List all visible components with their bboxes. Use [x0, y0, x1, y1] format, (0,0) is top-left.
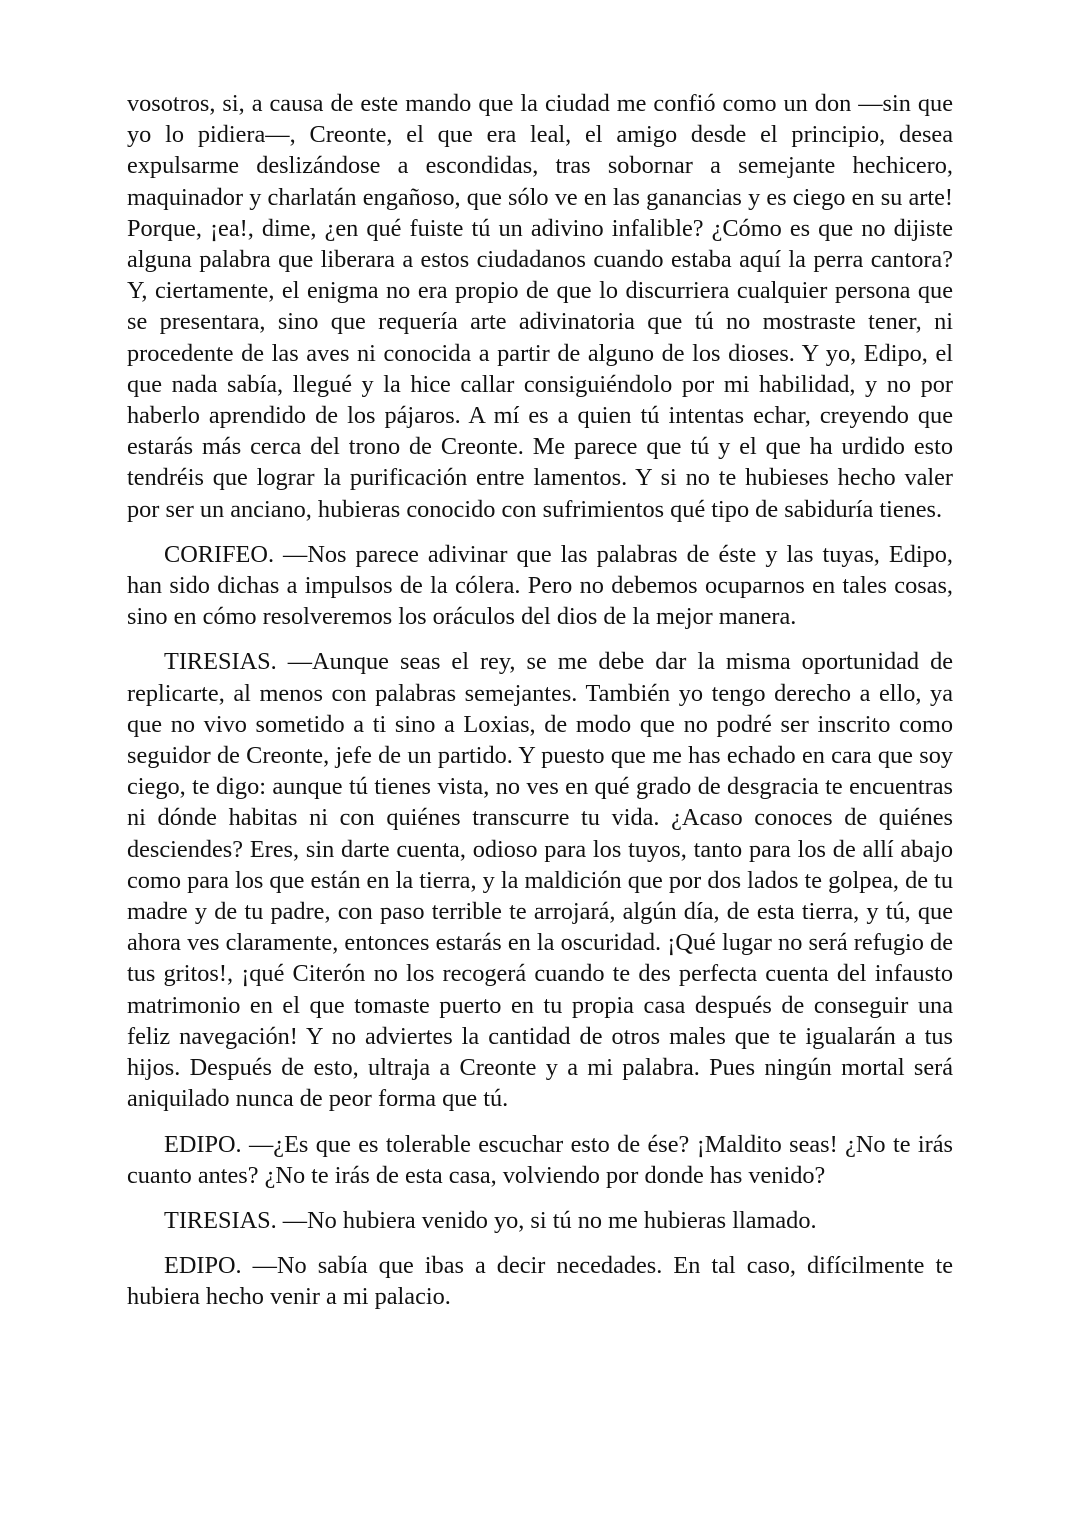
- paragraph-corifeo: CORIFEO. —Nos parece adivinar que las palabras de éste y las tuyas, Edipo, han sido dichas a impulsos de la cólera. Pero no debemos ocuparnos en tales cosas, sino en cómo resolveremos los oráculos del dios de la mejor manera.: [127, 540, 953, 631]
- paragraph-edipo-final: EDIPO. —No sabía que ibas a decir necedades. En tal caso, difícilmente te hubiera hecho venir a mi palacio.: [127, 1252, 953, 1311]
- paragraph-continuation: vosotros, si, a causa de este mando que la ciudad me confió como un don —sin que yo lo pidiera—, Creonte, el que era leal, el amigo desde el principio, desea expulsarme deslizándose a escondidas, tras sobornar a semejante hechicero, maquinador y charlatán engañoso, que sólo ve en las ganancias y es ciego en su arte! Porque, ¡ea!, dime, ¿en qué fuiste tú un adivino infalible? ¿Cómo es que no dijiste alguna palabra que liberara a estos ciudadanos cuando estaba aquí la perra cantora? Y, ciertamente, el enigma no era propio de que lo discurriera cualquier persona que se presentara, sino que requería arte adivinatoria que tú no mostraste tener, ni procedente de las aves ni conocida a partir de alguno de los dioses. Y yo, Edipo, el que nada sabía, llegué y la hice callar consiguiéndolo por mi habilidad, y no por haberlo aprendido de los pájaros. A mí es a quien tú intentas echar, creyendo que estarás más cerca del trono de Creonte. Me parece que tú y el que ha urdido esto tendréis que lograr la purificación entre lamentos. Y si no te hubieses hecho valer por ser un anciano, hubieras conocido con sufrimientos qué tipo de sabiduría tienes.: [127, 90, 953, 523]
- paragraph-edipo-reply: EDIPO. —¿Es que es tolerable escuchar esto de ése? ¡Maldito seas! ¿No te irás cuanto antes? ¿No te irás de esta casa, volviendo por donde has venido?: [127, 1130, 953, 1189]
- paragraph-tiresias-speech: TIRESIAS. —Aunque seas el rey, se me debe dar la misma oportunidad de replicarte, al menos con palabras semejantes. También yo tengo derecho a ello, ya que no vivo sometido a ti sino a Loxias, de modo que no podré ser inscrito como seguidor de Creonte, jefe de un partido. Y puesto que me has echado en cara que soy ciego, te digo: aunque tú tienes vista, no ves en qué grado de desgracia te encuentras ni dónde habitas ni con quiénes transcurre tu vida. ¿Acaso conoces de quiénes desciendes? Eres, sin darte cuenta, odioso para los tuyos, tanto para los de allí abajo como para los que están en la tierra, y la maldición que por dos lados te golpea, de tu madre y de tu padre, con paso terrible te arrojará, algún día, de esta tierra, y tú, que ahora ves claramente, entonces estarás en la oscuridad. ¡Qué lugar no será refugio de tus gritos!, ¡qué Citerón no los recogerá cuando te des perfecta cuenta del infausto matrimonio en el que tomaste puerto en tu propia casa después de conseguir una feliz navegación! Y no adviertes la cantidad de otros males que te igualarán a tus hijos. Después de esto, ultraja a Creonte y a mi palabra. Pues ningún mortal será aniquilado nunca de peor forma que tú.: [127, 648, 953, 1113]
- paragraph-tiresias-reply: TIRESIAS. —No hubiera venido yo, si tú no me hubieras llamado.: [164, 1206, 817, 1234]
- document-page: [127, 88, 953, 1327]
